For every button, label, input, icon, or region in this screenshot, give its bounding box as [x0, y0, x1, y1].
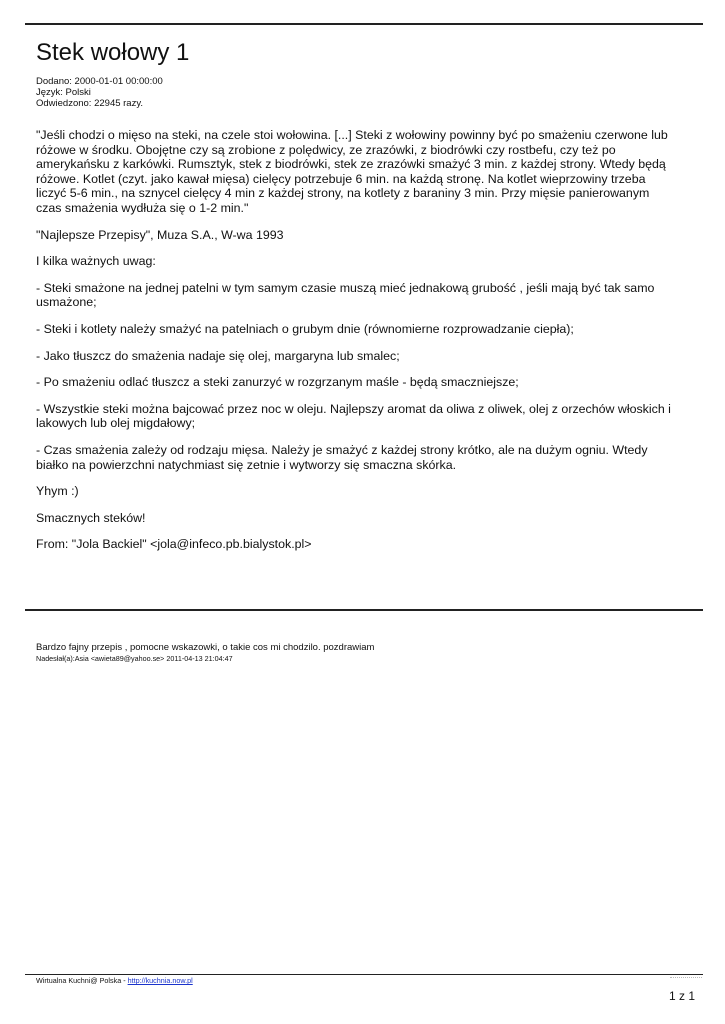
comment — [36, 642, 676, 663]
footer-link[interactable]: http://kuchnia.now.pl — [127, 976, 193, 985]
recipe-body — [36, 128, 676, 564]
tips-heading: I kilka ważnych uwag: — [36, 254, 156, 269]
tip-item: - Jako tłuszcz do smażenia nadaje się olej, margaryna lub smalec; — [36, 348, 400, 363]
language: Język: Polski — [36, 87, 91, 98]
tip-item: - Czas smażenia zależy od rodzaju mięsa. Należy je smażyć z każdej strony krótko, ale na dużym ogniu. Wtedy białko na powierzchni natychmiast się zetnie i wytworzy się smaczna skórka. — [36, 442, 648, 472]
closing-line: Yhym :) — [36, 484, 79, 499]
tip-item: - Steki i kotlety należy smażyć na patelniach o grubym dnie (równomierne rozprowadzanie ciepła); — [36, 321, 574, 336]
author-line: From: "Jola Backiel" <jola@infeco.pb.bialystok.pl> — [36, 537, 312, 552]
source-paragraph: "Najlepsze Przepisy", Muza S.A., W-wa 1993 — [36, 227, 284, 242]
recipe-title: Stek wołowy 1 — [36, 39, 190, 66]
footer-rule — [25, 974, 703, 975]
tip-item: - Steki smażone na jednej patelni w tym samym czasie muszą mieć jednakową grubość , jeśli mają być tak samo usmażone; — [36, 280, 655, 310]
section-divider — [25, 609, 703, 611]
tip-item: - Wszystkie steki można bajcować przez noc w oleju. Najlepszy aromat da oliwa z oliwek, olej z orzechów włoskich i lakowych lub olej migdałowy; — [36, 401, 671, 431]
footer-site-name: Wirtualna Kuchni@ Polska - — [36, 976, 128, 985]
recipe-meta — [36, 76, 163, 109]
comment-signature: Nadesłał(a):Asia <awieta89@yahoo.se> 2011-04-13 21:04:47 — [36, 654, 233, 663]
visit-count: Odwiedzono: 22945 razy. — [36, 98, 144, 109]
tip-item: - Po smażeniu odlać tłuszcz a steki zanurzyć w rozgrzanym maśle - będą smaczniejsze; — [36, 375, 519, 390]
top-rule — [25, 23, 703, 25]
closing-line: Smacznych steków! — [36, 510, 146, 525]
comment-text: Bardzo fajny przepis , pomocne wskazowki, o takie cos mi chodzilo. pozdrawiam — [36, 642, 375, 653]
page-number: 1 z 1 — [668, 989, 695, 1003]
footer — [36, 976, 193, 985]
quote-paragraph: "Jeśli chodzi o mięso na steki, na czele stoi wołowina. [...] Steki z wołowiny powinny być po smażeniu czerwone lub różowe w środku. Obojętne czy są zrobione z polędwicy, ze zrazówki, z biodrówki czy rostbefu, czy też po amerykańsku z karkówki. Rumsztyk, stek z biodrówki, stek ze zrazówki smażyć 3 min. z każdej strony. Wtedy będą różowe. Kotlet (czyt. jako kawał mięsa) cielęcy potrzebuje 6 min. na każdą stronę. Na kotlet wieprzowiny trzeba liczyć 5-6 min., na sznycel cielęcy 4 min z każdej strony, na kotlety z baraniny 3 min. Przy mięsie panierowanym czas smażenia wydłuża się o 1-2 min." — [36, 128, 668, 215]
footer-mark — [670, 977, 702, 982]
added-date: Dodano: 2000-01-01 00:00:00 — [36, 76, 163, 87]
